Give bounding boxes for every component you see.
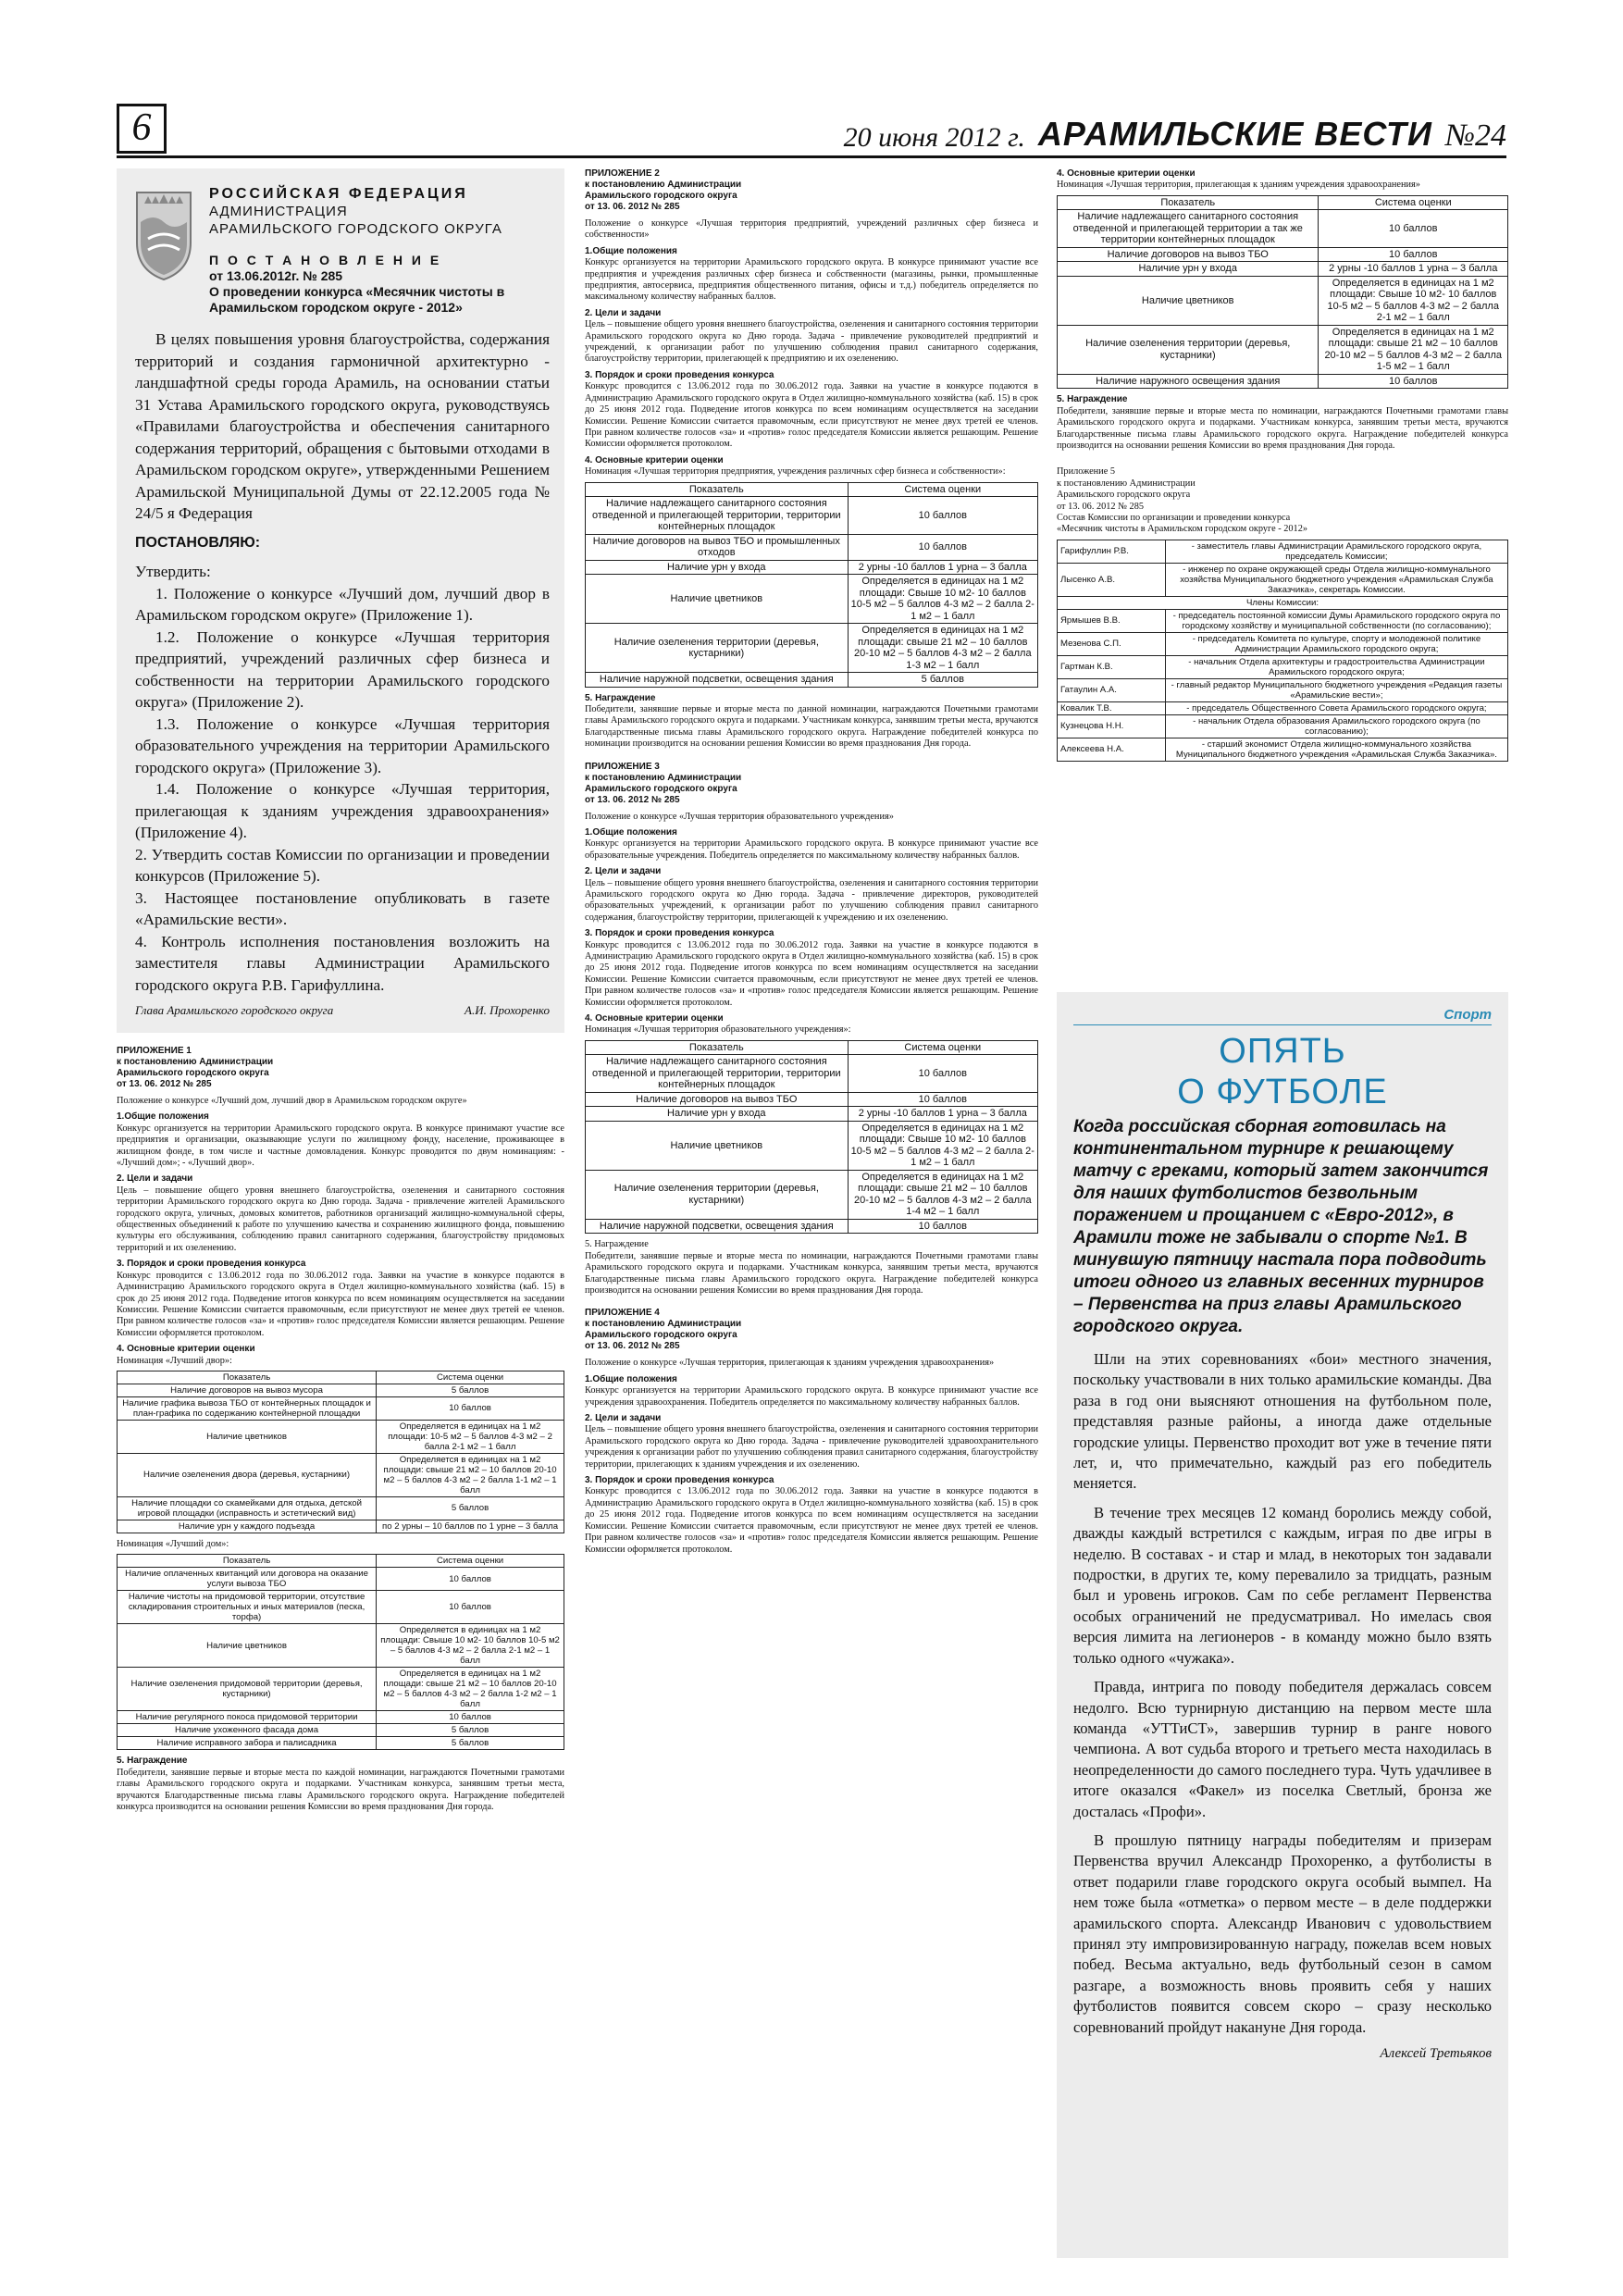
decree-organization xyxy=(209,185,550,316)
table-row xyxy=(586,673,1038,688)
criterion-cell: Наличие цветников xyxy=(1058,276,1319,325)
score-cell: 5 баллов xyxy=(377,1724,564,1737)
section-text: Конкурс организуется на территории Арамильского городского округа. В конкурсе принимают участие все предприятия и организации, оказывающие услуги по жилищному фонду, население, проживающее в жилищном фонде, в том числе и частные домовладения. Конкурс проводится по двум номинациям: - «Лучший дом»; - «Лучший двор». xyxy=(117,1123,564,1169)
table-row xyxy=(118,1384,564,1396)
section-text: Цель – повышение общего уровня внешнего благоустройства, озеленения и санитарного состояния территории Арамильского городского округа ко Дню города. Задача - привлечение директоров, руководителей образовательных учреждений, к организации работ по улучшению соблюдения правил санитарного содержания, благоустройству территории, прилегающей к учреждению и их озеленению. xyxy=(585,877,1038,923)
commission-row xyxy=(1058,714,1508,738)
table-row xyxy=(586,1055,1038,1093)
member-role: - начальник Отдела архитектуры и градостроительства Администрации Арамильского городского округа; xyxy=(1165,655,1507,678)
section-heading: 2. Цели и задачи xyxy=(585,1413,662,1424)
appendix-heading: Состав Комиссии по организации и проведении конкурса xyxy=(1057,512,1291,523)
section-heading: 5. Награждение xyxy=(585,1239,649,1250)
section-text: Цель – повышение общего уровня внешнего благоустройства, озеленения и санитарного состояния территории Арамильского городского округа ко Дню города. Задача - привлечение руководителей здравоохранительного учреждения к организации работ по улучшению соблюдения правил санитарного содержания, благоустройству территории, прилегающих к зданиям учреждения и их озеленению. xyxy=(585,1424,1038,1470)
article-title-line: ОПЯТЬ xyxy=(1219,1032,1346,1071)
appendix-heading: к постановлению Администрации xyxy=(117,1057,274,1067)
article-author: Алексей Третьяков xyxy=(1380,2046,1492,2061)
appendix-heading: «Месячник чистоты в Арамильском городском округе - 2012» xyxy=(1057,524,1307,535)
member-role: - инженер по охране окружающей среды Отдела жилищно-коммунального хозяйства Муниципального бюджетного учреждения «Арамильская Служба Заказчика», секретарь Комиссии. xyxy=(1165,563,1507,596)
section-heading: 5. Награждение xyxy=(585,692,656,703)
criterion-cell: Наличие цветников xyxy=(586,575,849,624)
score-cell: Определяется в единицах на 1 м2 площади: Свыше 10 м2- 10 баллов 10-5 м2 – 5 баллов 4-3 м2 – 2 балла 2-1 м2 – 1 балл xyxy=(377,1624,564,1668)
score-cell: 10 баллов xyxy=(848,1219,1037,1234)
appendix-heading: от 13. 06. 2012 № 285 xyxy=(585,1341,680,1352)
score-cell: 10 баллов xyxy=(377,1396,564,1420)
article-paragraph: В течение трех месяцев 12 команд боролись между собой, дважды каждый встретился с каждым, играя по две игры в неделю. В составах - и стар и млад, в некоторых тон задавали подростки, в других те, кому перевалило за тридцать, разным был и уровень игроков. Сам по себе регламент Первенства особых ограничений не предусматривал. Но имелась своя версия лимита на легионеров - в команду можно было взять только одного «чужака». xyxy=(1073,1503,1492,1667)
commission-members-label: Члены Комиссии: xyxy=(1058,596,1508,609)
table-row xyxy=(586,560,1038,575)
section-text: Конкурс проводится с 13.06.2012 года по 30.06.2012 года. Заявки на участие в конкурсе подаются в Администрацию Арамильского городского округа в Отдел жилищно-коммунального хозяйства (каб. 15) в срок до 25 июня 2012 года. Подведение итогов конкурса по всем номинациям осуществляется на заседании Комиссии. Решение Комиссии считается правомочным, если присутствуют не менее двух третей ее членов. При равном количестве голосов «за» и «против» голос председателя Комиссии является решающим. Решение Комиссии оформляется протоколом. xyxy=(585,1486,1038,1555)
criterion-cell: Наличие надлежащего санитарного состояния отведенной и прилегающей территории а так же территории контейнерных площадок xyxy=(1058,210,1319,248)
member-name: Алексеева Н.А. xyxy=(1058,738,1166,761)
decree-item: 1.3. Положение о конкурсе «Лучшая территория образовательного учреждения на территории Арамильского городского округа» (Приложение 3). xyxy=(135,714,550,776)
article-body xyxy=(1073,1349,1492,2038)
criterion-cell: Наличие урн у входа xyxy=(586,560,849,575)
section-heading: 3. Порядок и сроки проведения конкурса xyxy=(585,928,774,939)
criterion-cell: Наличие надлежащего санитарного состояния отведенной и прилегающей территории, территории контейнерных площадок xyxy=(586,1055,849,1093)
score-cell: 10 баллов xyxy=(848,1092,1037,1107)
criterion-cell: Наличие договоров на вывоз ТБО xyxy=(1058,247,1319,262)
score-cell: по 2 урны – 10 баллов по 1 урне – 3 балла xyxy=(377,1520,564,1533)
decree-box xyxy=(117,168,564,1033)
sport-article xyxy=(1057,992,1508,2258)
decree-item: Утвердить: xyxy=(135,563,211,580)
score-cell: 10 баллов xyxy=(377,1568,564,1591)
score-cell: Определяется в единицах на 1 м2 площади: свыше 21 м2 – 10 баллов 20-10 м2 – 5 баллов 4-3 м2 – 2 балла 1-4 м2 – 1 балл xyxy=(848,1170,1037,1219)
decree-type: П О С Т А Н О В Л Е Н И Е xyxy=(209,253,442,267)
table-row xyxy=(586,1170,1038,1219)
decree-subject: О проведении конкурса «Месячник чистоты в Арамильском городском округе - 2012» xyxy=(209,284,505,315)
rubric-label: Спорт xyxy=(1073,1007,1492,1025)
appendix-heading: Арамильского городского округа xyxy=(585,1330,737,1341)
score-cell: 10 баллов xyxy=(377,1591,564,1624)
decree-item: 4. Контроль исполнения постановления возложить на заместителя главы Администрации Арамильского городского округа Р.В. Гарифуллина. xyxy=(135,932,550,994)
criterion-cell: Наличие озеленения территории (деревья, кустарники) xyxy=(586,624,849,673)
table-row xyxy=(1058,325,1508,374)
table-row xyxy=(586,1107,1038,1122)
appendix-heading: к постановлению Администрации xyxy=(1057,478,1196,489)
commission-row xyxy=(1058,632,1508,655)
section-heading: 4. Основные критерии оценки xyxy=(117,1344,255,1355)
signature-name: А.И. Прохоренко xyxy=(465,1003,550,1017)
member-role: - председатель Комитета по культуре, спорту и молодежной политике Администрации Арамильского городского округа; xyxy=(1165,632,1507,655)
table-row xyxy=(586,534,1038,560)
score-cell: 10 баллов xyxy=(377,1711,564,1724)
appendix-heading: Приложение 5 xyxy=(1057,466,1115,478)
criterion-cell: Показатель xyxy=(586,482,849,497)
score-cell: 10 баллов xyxy=(848,534,1037,560)
criterion-cell: Наличие цветников xyxy=(586,1121,849,1170)
appendix-intro: Положение о конкурсе «Лучший дом, лучший двор в Арамильском городском округе» xyxy=(117,1096,467,1106)
score-cell: Определяется в единицах на 1 м2 площади: свыше 21 м2 – 10 баллов 20-10 м2 – 5 баллов 4-3 м2 – 2 балла 1-2 м2 – 1 балл xyxy=(377,1668,564,1711)
article-paragraph: Шли на этих соревнованиях «бои» местного значения, поскольку участвовали в них только арамильские команды. Два раза в год они выясняют отношения на футбольном поле, представляя разные районы, а иногда даже отдельные городские улицы. Первенство проходит вот уже в течение пяти лет, и, что примечательно, каждый раз его победитель меняется. xyxy=(1073,1350,1492,1493)
nomination-label: Номинация «Лучшая территория предприятия, учреждения различных сфер бизнеса и собственности»: xyxy=(585,466,1006,478)
section-text: Цель – повышение общего уровня внешнего благоустройства, озеленения и санитарного состояния территории Арамильского городского округа ко Дню города. Задача - привлечение жителей Арамильского городского округа, уличных, домовых комитетов, работников организаций жилищно-коммунальной сферы, общественных объединений к работе по улучшению качества и сохранению жилищного фонда, повышению культуры его обслуживания, соблюдению правил санитарного содержания, благоустройству придомовых территорий и их озеленению. xyxy=(117,1185,564,1253)
table-row xyxy=(118,1724,564,1737)
member-name: Гатаулин А.А. xyxy=(1058,678,1166,701)
criterion-cell: Показатель xyxy=(118,1371,377,1384)
section-text: Конкурс проводится с 13.06.2012 года по 30.06.2012 года. Заявки на участие в конкурсе подаются в Администрацию Арамильского городского округа в Отдел жилищно-коммунального хозяйства (каб. 15) в срок до 25 июня 2012 года. Подведение итогов конкурса по всем номинациям осуществляется на заседании Комиссии. Решение Комиссии считается правомочным, если присутствуют не менее двух третей ее членов. При равном количестве голосов «за» и «против» голос председателя Комиссии является решающим. Решение Комиссии оформляется протоколом. xyxy=(585,381,1038,450)
criterion-cell: Наличие исправного забора и палисадника xyxy=(118,1737,377,1750)
member-name: Лысенко А.В. xyxy=(1058,563,1166,596)
appendix-heading: к постановлению Администрации xyxy=(585,1319,742,1330)
section-heading: 3. Порядок и сроки проведения конкурса xyxy=(117,1259,306,1270)
criterion-cell: Показатель xyxy=(586,1040,849,1055)
criterion-cell: Наличие цветников xyxy=(118,1420,377,1453)
commission-row xyxy=(1058,738,1508,761)
table-row xyxy=(118,1496,564,1520)
table-row xyxy=(1058,262,1508,277)
appendix-intro: Положение о конкурсе «Лучшая территория предприятий, учреждений различных сфер бизнеса и собственности» xyxy=(585,218,1038,241)
score-cell: Определяется в единицах на 1 м2 площади: свыше 21 м2 – 10 баллов 20-10 м2 – 5 баллов 4-3 м2 – 2 балла 1-1 м2 – 1 балл xyxy=(377,1453,564,1496)
criterion-cell: Наличие ухоженного фасада дома xyxy=(118,1724,377,1737)
section-heading: 5. Награждение xyxy=(117,1756,188,1767)
member-role: - главный редактор Муниципального бюджетного учреждения «Редакция газеты «Арамильские вести»; xyxy=(1165,678,1507,701)
table-row xyxy=(118,1420,564,1453)
score-cell: 5 баллов xyxy=(377,1384,564,1396)
table-row xyxy=(118,1453,564,1496)
criterion-cell: Наличие озеленения территории (деревья, кустарники) xyxy=(586,1170,849,1219)
appendix-heading: ПРИЛОЖЕНИЕ 2 xyxy=(585,168,660,179)
appendix-heading: Арамильского городского округа xyxy=(117,1068,269,1078)
member-role: - председатель Общественного Совета Арамильского городского округа; xyxy=(1165,701,1507,714)
appendix-heading: Арамильского городского округа xyxy=(585,783,737,794)
member-role: - заместитель главы Администрации Арамильского городского округа, председатель Комиссии; xyxy=(1165,540,1507,563)
column-1 xyxy=(117,168,564,1813)
member-name: Ярмышев В.В. xyxy=(1058,609,1166,632)
score-cell: 10 баллов xyxy=(1319,210,1508,248)
table-header-row xyxy=(118,1555,564,1568)
org-district: АРАМИЛЬСКОГО ГОРОДСКОГО ОКРУГА xyxy=(209,221,502,237)
coat-of-arms-icon xyxy=(135,185,192,281)
score-cell: 2 урны -10 баллов 1 урна – 3 балла xyxy=(848,1107,1037,1122)
score-cell: Определяется в единицах на 1 м2 площади: Свыше 10 м2- 10 баллов 10-5 м2 – 5 баллов 4-3 м2 – 2 балла 2-1 м2 – 1 балл xyxy=(1319,276,1508,325)
section-text: Конкурс организуется на территории Арамильского городского округа. В конкурсе принимают участие все учреждения здравоохранения. Победитель определяется по максимальному количеству набранных баллов. xyxy=(585,1385,1038,1408)
criterion-cell: Наличие цветников xyxy=(118,1624,377,1668)
member-name: Гарифуллин Р.В. xyxy=(1058,540,1166,563)
criteria-table xyxy=(1057,195,1508,390)
criterion-cell: Наличие наружного освещения здания xyxy=(1058,374,1319,389)
score-cell: Система оценки xyxy=(1319,195,1508,210)
appendix-heading: ПРИЛОЖЕНИЕ 3 xyxy=(585,761,660,772)
member-role: - начальник Отдела образования Арамильского городского округа (по согласованию); xyxy=(1165,714,1507,738)
criterion-cell: Наличие урн у каждого подъезда xyxy=(118,1520,377,1533)
criterion-cell: Наличие договоров на вывоз мусора xyxy=(118,1384,377,1396)
table-row xyxy=(586,575,1038,624)
score-cell: 5 баллов xyxy=(848,673,1037,688)
member-role: - председатель постоянной комиссии Думы Арамильского городского округа по городскому хозяйству и муниципальной собственности (по согласованию); xyxy=(1165,609,1507,632)
issue-date: 20 июня 2012 г. xyxy=(843,122,1025,153)
section-text: Конкурс проводится с 13.06.2012 года по 30.06.2012 года. Заявки на участие в конкурсе подаются в Администрацию Арамильского городского округа в Отдел жилищно-коммунального хозяйства (каб. 15) в срок до 25 июня 2012 года. Подведение итогов конкурса по всем номинациям осуществляется на заседании Комиссии. Решение Комиссии считается правомочным, если присутствуют не менее двух третей ее членов. При равном количестве голосов «за» и «против» голос председателя Комиссии является решающим. Решение Комиссии оформляется протоколом. xyxy=(585,939,1038,1008)
score-cell: Определяется в единицах на 1 м2 площади: свыше 21 м2 – 10 баллов 20-10 м2 – 5 баллов 4-3 м2 – 2 балла 1-5 м2 – 1 балл xyxy=(1319,325,1508,374)
section-text: Победители, занявшие первые и вторые места по данной номинации, награждаются Почетными грамотами главы Арамильского городского округа и подарками. Участникам конкурса, занявшим третьи места, вручаются Благодарственные письма главы Арамильского городского округа. Награждение победителей конкурса по номинации производится на основании решения Комиссии во время празднования Дня города. xyxy=(585,703,1038,750)
appendix-heading: ПРИЛОЖЕНИЕ 1 xyxy=(117,1046,192,1056)
commission-row xyxy=(1058,655,1508,678)
table-row xyxy=(118,1624,564,1668)
table-row xyxy=(118,1737,564,1750)
member-name: Мезенова С.П. xyxy=(1058,632,1166,655)
score-cell: Определяется в единицах на 1 м2 площади: свыше 21 м2 – 10 баллов 20-10 м2 – 5 баллов 4-3 м2 – 2 балла 1-3 м2 – 1 балл xyxy=(848,624,1037,673)
appendix-4-continued xyxy=(1057,168,1508,452)
table-header-row xyxy=(586,482,1038,497)
appendix-intro: Положение о конкурсе «Лучшая территория образовательного учреждения» xyxy=(585,811,894,822)
decree-title xyxy=(209,253,550,316)
appendix-heading: от 13. 06. 2012 № 285 xyxy=(585,202,680,212)
commission-row xyxy=(1058,540,1508,563)
section-heading: 1.Общие положения xyxy=(585,1373,677,1384)
table-header-row xyxy=(1058,195,1508,210)
decree-item: 1.2. Положение о конкурсе «Лучшая территория предприятий, учреждений различных сфер бизнеса и собственности на территории Арамильского городского округа» (Приложение 2). xyxy=(135,627,550,711)
criterion-cell: Наличие регулярного покоса придомовой территории xyxy=(118,1711,377,1724)
table-row xyxy=(118,1668,564,1711)
member-name: Ковалик Т.В. xyxy=(1058,701,1166,714)
score-cell: 10 баллов xyxy=(1319,374,1508,389)
score-cell: 10 баллов xyxy=(848,1055,1037,1093)
section-text: Конкурс проводится с 13.06.2012 года по 30.06.2012 года. Заявки на участие в конкурсе подаются в Администрацию Арамильского городского округа в Отдел жилищно-коммунального хозяйства (каб. 15) в срок до 25 июня 2012 года. Подведение итогов конкурса по всем номинациям осуществляется на заседании Комиссии. Решение Комиссии считается правомочным, если присутствуют не менее двух третей ее членов. При равном количестве голосов «за» и «против» голос председателя Комиссии является решающим. Решение Комиссии оформляется протоколом. xyxy=(117,1270,564,1338)
decree-item: 2. Утвердить состав Комиссии по организации и проведении конкурсов (Приложение 5). xyxy=(135,845,550,885)
commission-row xyxy=(1058,609,1508,632)
section-heading: 5. Награждение xyxy=(1057,394,1128,405)
criterion-cell: Наличие озеленения придомовой территории (деревья, кустарники) xyxy=(118,1668,377,1711)
column-3 xyxy=(1057,168,1508,767)
score-cell: Определяется в единицах на 1 м2 площади: Свыше 10 м2- 10 баллов 10-5 м2 – 5 баллов 4-3 м2 – 2 балла 2-1 м2 – 1 балл xyxy=(848,575,1037,624)
nomination-label: Номинация «Лучший дом»: xyxy=(117,1538,229,1549)
table-row xyxy=(118,1568,564,1591)
newspaper-title: АРАМИЛЬСКИЕ ВЕСТИ xyxy=(1037,115,1432,153)
org-country: РОССИЙСКАЯ ФЕДЕРАЦИЯ xyxy=(209,186,468,202)
criterion-cell: Наличие оплаченных квитанций или договора на оказание услуги вывоза ТБО xyxy=(118,1568,377,1591)
decree-signature xyxy=(135,1003,550,1018)
appendix-2 xyxy=(585,168,1038,751)
table-row xyxy=(586,1092,1038,1107)
table-row xyxy=(586,497,1038,535)
appendix-heading: от 13. 06. 2012 № 285 xyxy=(585,794,680,805)
decree-resolve: ПОСТАНОВЛЯЮ: xyxy=(135,534,261,551)
table-row xyxy=(586,1121,1038,1170)
criterion-cell: Наличие надлежащего санитарного состояния отведенной и прилегающей территории, территории контейнерных площадок xyxy=(586,497,849,535)
section-heading: 2. Цели и задачи xyxy=(117,1173,193,1185)
section-heading: 3. Порядок и сроки проведения конкурса xyxy=(585,369,774,380)
nomination-label: Номинация «Лучшая территория, прилегающая к зданиям учреждения здравоохранения» xyxy=(1057,180,1420,191)
member-name: Кузнецова Н.Н. xyxy=(1058,714,1166,738)
criteria-table xyxy=(117,1371,564,1533)
decree-item: 1.4. Положение о конкурсе «Лучшая территория, прилегающая к зданиям учреждения здравоохранения» (Приложение 4). xyxy=(135,780,550,841)
issue-number: №24 xyxy=(1444,118,1506,153)
score-cell: Определяется в единицах на 1 м2 площади: Свыше 10 м2- 10 баллов 10-5 м2 – 5 баллов 4-3 м2 – 2 балла 2-1 м2 – 1 балл xyxy=(848,1121,1037,1170)
article-paragraph: Правда, интрига по поводу победителя держалась совсем недолго. Всю турнирную дистанцию на первом месте шла команда «УТТиСТ», завершив турнир в ранге нового чемпиона. А вот судьба второго и третьего места находилась в неопределенности до самого последнего тура. Чуть удачливее в итоге оказался «Факел» из поселка Светлый, бронза же досталась «Профи». xyxy=(1073,1678,1492,1820)
criterion-cell: Наличие урн у входа xyxy=(586,1107,849,1122)
section-heading: 4. Основные критерии оценки xyxy=(585,454,724,465)
signature-position: Глава Арамильского городского округа xyxy=(135,1003,334,1017)
criteria-table xyxy=(585,1040,1038,1235)
appendix-3 xyxy=(585,762,1038,1297)
decree-preamble: В целях повышения уровня благоустройства, содержания территорий и создания гармоничной архитектурно - ландшафтной среды города Арамиль, на основании статьи 31 Устава Арамильского городского округа, руководствуясь «Правилами благоустройства и обеспечения санитарного содержания территорий, обращения с бытовыми отходами в Арамильском городском округе», утвержденными Решением Арамильской Муниципальной Думы от 22.12.2005 года № 24/5 я Федерация xyxy=(135,330,550,522)
table-header-row xyxy=(118,1371,564,1384)
appendix-heading: Арамильского городского округа xyxy=(1057,490,1191,501)
table-row xyxy=(118,1711,564,1724)
section-text: Победители, занявшие первые и вторые места по номинации, награждаются Почетными грамотами главы Арамильского городского округа и подарками. Участникам конкурса, занявшим третьи места, вручаются Благодарственные письма главы Арамильского городского округа. Награждение победителей конкурса производится на основании решения Комиссии во время празднования Дня города. xyxy=(585,1250,1038,1296)
criterion-cell: Наличие графика вывоза ТБО от контейнерных площадок и план-графика по содержанию контейнерной площадки xyxy=(118,1396,377,1420)
member-role: - старший экономист Отдела жилищно-коммунального хозяйства Муниципального бюджетного учреждения «Арамильская Служба Заказчика». xyxy=(1165,738,1507,761)
masthead xyxy=(844,104,1506,154)
criterion-cell: Показатель xyxy=(118,1555,377,1568)
criteria-table xyxy=(117,1554,564,1750)
org-admin: АДМИНИСТРАЦИЯ xyxy=(209,204,348,219)
commission-row xyxy=(1058,701,1508,714)
score-cell: 10 баллов xyxy=(848,497,1037,535)
member-name: Гартман К.В. xyxy=(1058,655,1166,678)
section-text: Победители, занявшие первые и вторые места по номинации, награждаются Почетными грамотами главы Арамильского городского округа и подарками. Участникам конкурса, занявшим третьи места, вручаются Благодарственные письма главы Арамильского городского округа. Награждение победителей конкурса производится на основании решения Комиссии во время празднования Дня города. xyxy=(1057,405,1508,451)
section-text: Цель – повышение общего уровня внешнего благоустройства, озеленения и санитарного состояния территории Арамильского городского округа ко Дню города. Задача - привлечение руководителей предприятий и учреждений, к организации работ по улучшению соблюдения правил санитарного содержания, благоустройству территории, прилегающей к предприятию и их озеленению. xyxy=(585,319,1038,365)
criterion-cell: Наличие урн у входа xyxy=(1058,262,1319,277)
criterion-cell: Наличие наружной подсветки, освещения здания xyxy=(586,1219,849,1234)
appendix-heading: к постановлению Администрации xyxy=(585,772,742,783)
decree-item: 1. Положение о конкурсе «Лучший дом, лучший двор в Арамильском городском округе» (Приложение 1). xyxy=(135,584,550,624)
appendix-intro: Положение о конкурсе «Лучшая территория, прилегающая к зданиям учреждения здравоохранения» xyxy=(585,1358,995,1369)
criterion-cell: Показатель xyxy=(1058,195,1319,210)
appendix-heading: от 13. 06. 2012 № 285 xyxy=(1057,501,1144,512)
score-cell: 5 баллов xyxy=(377,1496,564,1520)
commission-row xyxy=(1058,596,1508,609)
article-title-line: О ФУТБОЛЕ xyxy=(1177,1073,1388,1111)
header-rule xyxy=(117,155,1506,158)
section-text: Конкурс организуется на территории Арамильского городского округа. В конкурсе принимают участие все образовательные учреждения. Победитель определяется по максимальному количеству набранных баллов. xyxy=(585,838,1038,861)
column-2 xyxy=(585,168,1038,1556)
decree-body xyxy=(135,329,550,996)
appendix-heading: ПРИЛОЖЕНИЕ 4 xyxy=(585,1308,660,1319)
criterion-cell: Наличие площадки со скамейками для отдыха, детской игровой площадки (исправность и эстетический вид) xyxy=(118,1496,377,1520)
section-heading: 1.Общие положения xyxy=(585,245,677,256)
criterion-cell: Наличие договоров на вывоз ТБО xyxy=(586,1092,849,1107)
section-text: Победители, занявшие первые и вторые места по каждой номинации, награждаются Почетными грамотами главы Арамильского городского округа и подарками. Участникам конкурса, занявшим третьи места, вручаются Благодарственные письма главы Арамильского городского округа. Награждение победителей конкурса производится на основании решения Комиссии во время празднования Дня города. xyxy=(117,1767,564,1812)
article-paragraph: В прошлую пятницу награды победителям и призерам Первенства вручил Александр Прохоренко, а футболисты в ответ подарили главе городского округа особый вымпел. На нем тоже была «отметка» о первом месте – в деле поддержки арамильского спорта. Александр Иванович с удовольствием принял эту импровизированную награду, пожелав всем новых побед. Весьма актуально, ведь футбольный сезон в самом разгаре, а возможность вновь проявить себя у наших футболистов появится совсем скоро – сразу несколько соревнований пройдут накануне Дня города. xyxy=(1073,1831,1492,2036)
score-cell: Система оценки xyxy=(377,1555,564,1568)
score-cell: 5 баллов xyxy=(377,1737,564,1750)
criterion-cell: Наличие озеленения двора (деревья, кустарники) xyxy=(118,1453,377,1496)
appendix-heading: Арамильского городского округа xyxy=(585,191,737,201)
decree-number: от 13.06.2012г. № 285 xyxy=(209,268,343,283)
commission-row xyxy=(1058,678,1508,701)
table-header-row xyxy=(586,1040,1038,1055)
table-row xyxy=(118,1520,564,1533)
appendix-heading: к постановлению Администрации xyxy=(585,180,742,190)
table-row xyxy=(1058,210,1508,248)
criterion-cell: Наличие чистоты на придомовой территории, отсутствие складирования строительных и иных материалов (песка, торфа) xyxy=(118,1591,377,1624)
section-heading: 3. Порядок и сроки проведения конкурса xyxy=(585,1475,774,1486)
section-text: Конкурс организуется на территории Арамильского городского округа. В конкурсе принимают участие все предприятия и учреждения различных сфер бизнеса и собственности (магазины, рынки, промышленные предприятия, автосервиса, предприятия общественного питания, офисы и т.д.) победитель определяется по максимальному количеству набранных баллов. xyxy=(585,257,1038,303)
score-cell: 2 урны -10 баллов 1 урна – 3 балла xyxy=(848,560,1037,575)
article-lead: Когда российская сборная готовилась на континентальном турнире к решающему матчу с греками, который затем закончится для наших футболистов безвольным поражением и прощанием с «Евро-2012», в Арамили тоже не забывали о спорте №1. В минувшую пятницу настала пора подводить итоги одного из главных весенних турниров – Первенства на приз главы Арамильского городского округа. xyxy=(1073,1117,1489,1336)
article-title xyxy=(1073,1031,1492,1112)
appendix-4 xyxy=(585,1308,1038,1556)
nomination-label: Номинация «Лучшая территория образовательного учреждения»: xyxy=(585,1024,851,1036)
table-row xyxy=(1058,374,1508,389)
score-cell: Определяется в единицах на 1 м2 площади: 10-5 м2 – 5 баллов 4-3 м2 – 2 балла 2-1 м2 – 1 балл xyxy=(377,1420,564,1453)
score-cell: Система оценки xyxy=(377,1371,564,1384)
section-heading: 4. Основные критерии оценки xyxy=(585,1013,724,1024)
score-cell: 10 баллов xyxy=(1319,247,1508,262)
page-number: 6 xyxy=(117,104,167,154)
appendix-heading: от 13. 06. 2012 № 285 xyxy=(117,1079,212,1089)
table-row xyxy=(586,624,1038,673)
section-heading: 2. Цели и задачи xyxy=(585,307,662,318)
table-row xyxy=(118,1396,564,1420)
section-heading: 1.Общие положения xyxy=(117,1111,209,1123)
table-row xyxy=(586,1219,1038,1234)
section-heading: 1.Общие положения xyxy=(585,826,677,838)
appendix-5 xyxy=(1057,466,1508,761)
criteria-table xyxy=(585,482,1038,688)
section-heading: 4. Основные критерии оценки xyxy=(1057,168,1196,179)
table-row xyxy=(118,1591,564,1624)
score-cell: Система оценки xyxy=(848,482,1037,497)
decree-head xyxy=(135,185,550,316)
section-heading: 2. Цели и задачи xyxy=(585,866,662,877)
criterion-cell: Наличие озеленения территории (деревья, кустарники) xyxy=(1058,325,1319,374)
commission-table xyxy=(1057,540,1508,762)
table-row xyxy=(1058,247,1508,262)
table-row xyxy=(1058,276,1508,325)
score-cell: 2 урны -10 баллов 1 урна – 3 балла xyxy=(1319,262,1508,277)
nomination-label: Номинация «Лучший двор»: xyxy=(117,1355,232,1366)
decree-item: 3. Настоящее постановление опубликовать в газете «Арамильские вести». xyxy=(135,888,550,928)
criterion-cell: Наличие договоров на вывоз ТБО и промышленных отходов xyxy=(586,534,849,560)
appendix-1 xyxy=(117,1046,564,1813)
criterion-cell: Наличие наружной подсветки, освещения здания xyxy=(586,673,849,688)
commission-row xyxy=(1058,563,1508,596)
score-cell: Система оценки xyxy=(848,1040,1037,1055)
